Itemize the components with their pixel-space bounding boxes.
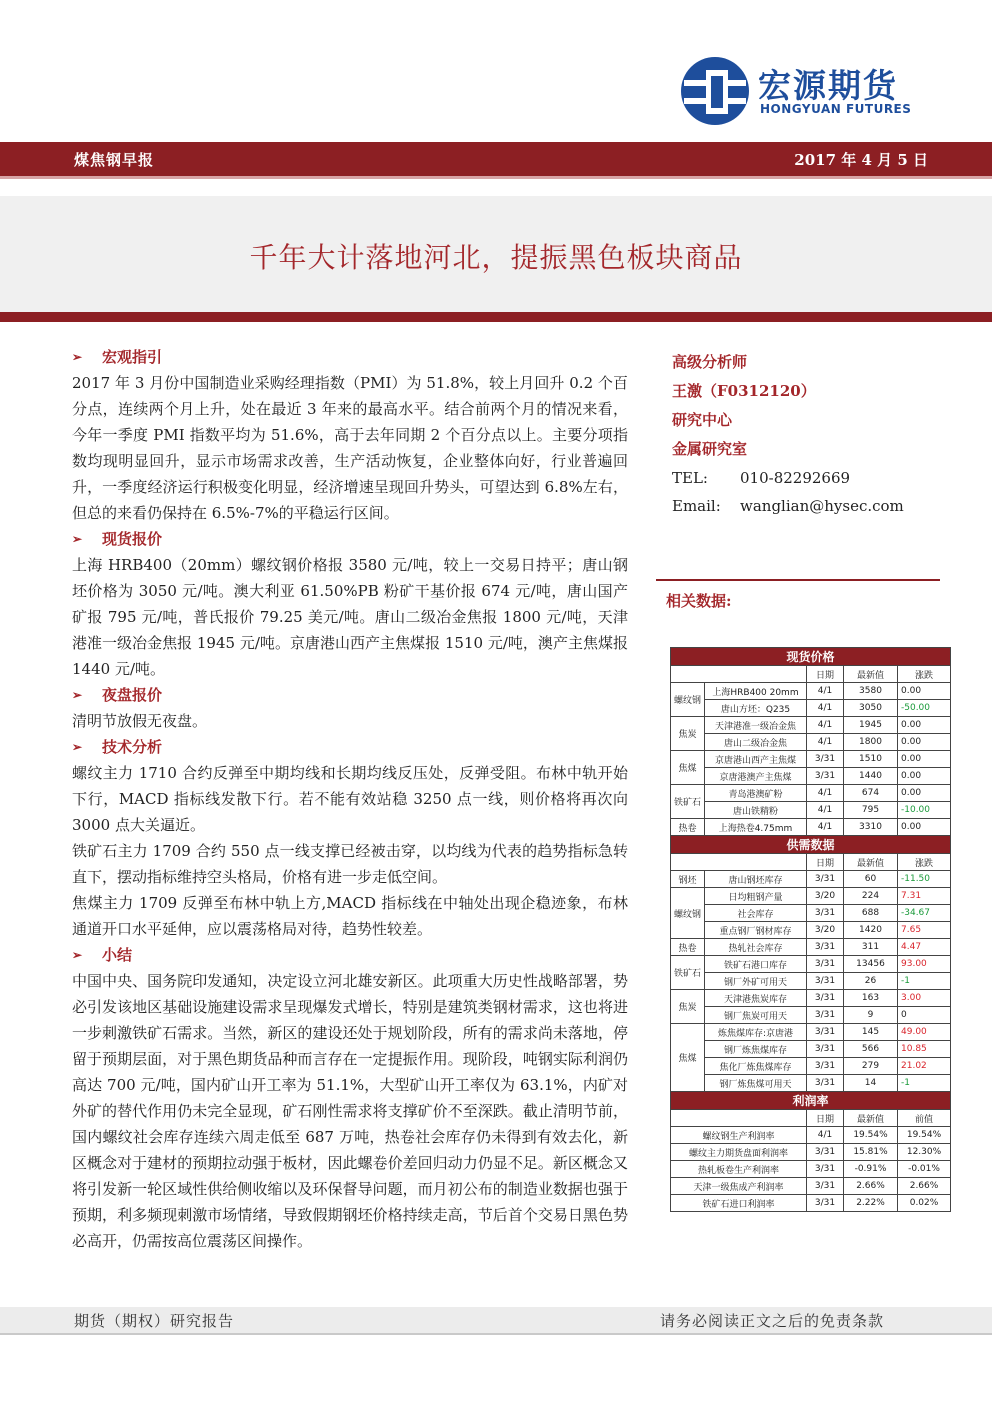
table-cell: 3/31 bbox=[807, 990, 844, 1007]
page-title: 千年大计落地河北，提振黑色板块商品 bbox=[249, 241, 743, 274]
report-date: 2017 年 4 月 5 日 bbox=[794, 151, 928, 169]
table-row bbox=[671, 751, 951, 768]
table-cell: -1 bbox=[898, 973, 951, 990]
related-data-label: 相关数据: bbox=[666, 592, 732, 610]
table-cell: -1 bbox=[898, 1075, 951, 1092]
table-cell: 1800 bbox=[844, 734, 898, 751]
table-cell: -34.67 bbox=[898, 905, 951, 922]
table-cell: 1420 bbox=[844, 922, 898, 939]
table-cell: 4/1 bbox=[807, 700, 844, 717]
table-cell: 3/31 bbox=[807, 1007, 844, 1024]
table-cell: 0.00 bbox=[898, 819, 951, 836]
table-cell: 13456 bbox=[844, 956, 898, 973]
bullet-arrow-icon: ➢ bbox=[72, 350, 83, 364]
table-cell: 4/1 bbox=[807, 802, 844, 819]
analyst-dept: 研究中心 bbox=[672, 411, 733, 429]
report-name: 煤焦钢早报 bbox=[74, 151, 155, 169]
table-cell: 14 bbox=[844, 1075, 898, 1092]
table-cell: 1510 bbox=[844, 751, 898, 768]
table-cell: 焦煤 bbox=[671, 751, 705, 785]
table-cell: 7.65 bbox=[898, 922, 951, 939]
table-cell: 0.00 bbox=[898, 734, 951, 751]
footer-divider bbox=[0, 1333, 992, 1335]
section-heading-night: ➢ 夜盘报价 bbox=[72, 682, 628, 708]
table-cell: 上海热卷4.75mm bbox=[705, 819, 807, 836]
table-cell: 铁矿石港口库存 bbox=[705, 956, 807, 973]
table-cell: 3/31 bbox=[807, 768, 844, 785]
table-cell: 螺纹钢生产利润率 bbox=[671, 1127, 807, 1144]
sidebar-divider bbox=[656, 579, 940, 581]
table-row bbox=[671, 785, 951, 802]
table-cell: 日均粗钢产量 bbox=[705, 888, 807, 905]
header-divider bbox=[0, 176, 992, 179]
table-row bbox=[671, 956, 951, 973]
table-cell: 2.66% bbox=[844, 1178, 898, 1195]
table-row bbox=[671, 888, 951, 905]
table-row bbox=[671, 1058, 951, 1075]
table-row bbox=[671, 1127, 951, 1144]
analyst-email: Email: wanglian@hysec.com bbox=[672, 497, 904, 515]
table-cell: 0.00 bbox=[898, 717, 951, 734]
table-cell: 钢坯 bbox=[671, 871, 705, 888]
section-paragraph: 中国中央、国务院印发通知，决定设立河北雄安新区。此项重大历史性战略部署，势必引发该地区基础设施建设需求呈现爆发式增长，特别是建筑类钢材需求，这也将进一步刺激铁矿石需求。当然，新区的建设还处于规划阶段，所有的需求尚未落地，停留于预期层面，对于黑色期货品种而言存在一定提振作用。现阶段，吨钢实际利润仍高达 700 元/吨，国内矿山开工率为 51.1%，大型矿山开工率仅为 63.1%，内矿对外矿的替代作用仍未完全显现，矿石刚性需求将支撑矿价不至深跌。截止清明节前，国内螺纹社会库存连续六周走低至 687 万吨，热卷社会库存仍未得到有效去化，新区概念对于建材的预期拉动强于板材，因此螺卷价差回归动力仍显不足。新区概念又将引发新一轮区域性供给侧收缩以及环保督导问题，而月初公布的制造业数据也强于预期，利多频现刺激市场情绪，导致假期钢坯价格持续走高，节后首个交易日黑色势必高开，仍需按高位震荡区间操作。 bbox=[72, 972, 628, 1250]
table-row bbox=[671, 905, 951, 922]
analyst-title: 高级分析师 bbox=[672, 353, 748, 371]
table-cell: 3310 bbox=[844, 819, 898, 836]
table-cell: 0.00 bbox=[898, 683, 951, 700]
analyst-info bbox=[672, 348, 942, 520]
table-cell: 224 bbox=[844, 888, 898, 905]
table-column-header bbox=[671, 854, 951, 871]
email-link[interactable]: wanglian@hysec.com bbox=[740, 497, 904, 515]
table-cell: 螺纹钢 bbox=[671, 888, 705, 939]
table-cell: 铁矿石 bbox=[671, 785, 705, 819]
table-row bbox=[671, 939, 951, 956]
table-cell: 688 bbox=[844, 905, 898, 922]
table-cell: 3/20 bbox=[807, 888, 844, 905]
table-cell: 炼焦煤库存:京唐港 bbox=[705, 1024, 807, 1041]
table-cell: 4/1 bbox=[807, 819, 844, 836]
table-cell: 重点钢厂钢材库存 bbox=[705, 922, 807, 939]
analyst-tel: TEL: 010-82292669 bbox=[672, 469, 851, 487]
table-cell: 供需数据 bbox=[671, 836, 951, 854]
analyst-subdept: 金属研究室 bbox=[672, 440, 748, 458]
table-cell bbox=[671, 854, 807, 871]
table-section-header bbox=[671, 1092, 951, 1110]
table-cell: 4.47 bbox=[898, 939, 951, 956]
table-cell: 焦炭 bbox=[671, 990, 705, 1024]
table-row bbox=[671, 922, 951, 939]
section-heading-macro: ➢ 宏观指引 bbox=[72, 344, 628, 370]
section-paragraph: 清明节放假无夜盘。 bbox=[72, 712, 208, 730]
table-cell: 日期 bbox=[807, 1110, 844, 1127]
table-cell: 163 bbox=[844, 990, 898, 1007]
brand-name-cn: 宏源期货 bbox=[758, 66, 898, 105]
analyst-name: 王激（F0312120） bbox=[672, 382, 816, 400]
table-row bbox=[671, 1178, 951, 1195]
table-cell: 最新值 bbox=[844, 666, 898, 683]
table-cell: 795 bbox=[844, 802, 898, 819]
table-cell: 0.02% bbox=[898, 1195, 951, 1212]
hongyuan-logo-icon bbox=[680, 56, 750, 126]
table-row bbox=[671, 1161, 951, 1178]
table-cell: 热轧板卷生产利润率 bbox=[671, 1161, 807, 1178]
table-cell: 19.54% bbox=[844, 1127, 898, 1144]
table-cell: 天津一级焦成产利润率 bbox=[671, 1178, 807, 1195]
table-cell: 最新值 bbox=[844, 1110, 898, 1127]
section-paragraph: 螺纹主力 1710 合约反弹至中期均线和长期均线反压处，反弹受阻。布林中轨开始下行，MACD 指标线发散下行。若不能有效站稳 3250 点一线，则价格将再次向 3000 点大关逼近。 bbox=[72, 764, 628, 834]
table-cell: 京唐港山西产主焦煤 bbox=[705, 751, 807, 768]
table-cell: 93.00 bbox=[898, 956, 951, 973]
table-cell: 热卷 bbox=[671, 939, 705, 956]
table-cell: 3/31 bbox=[807, 905, 844, 922]
table-cell: 螺纹主力期货盘面利润率 bbox=[671, 1144, 807, 1161]
table-cell: 铁矿石 bbox=[671, 956, 705, 990]
table-section-header bbox=[671, 836, 951, 854]
table-cell: 3050 bbox=[844, 700, 898, 717]
title-divider bbox=[0, 312, 992, 322]
table-cell: 唐山二级冶金焦 bbox=[705, 734, 807, 751]
table-cell: 热轧社会库存 bbox=[705, 939, 807, 956]
table-cell: 3580 bbox=[844, 683, 898, 700]
table-cell: 京唐港澳产主焦煤 bbox=[705, 768, 807, 785]
table-cell: 3/31 bbox=[807, 956, 844, 973]
section-heading-technical: ➢ 技术分析 bbox=[72, 734, 628, 760]
table-cell: 1945 bbox=[844, 717, 898, 734]
table-cell: 3/31 bbox=[807, 871, 844, 888]
brand-name-en: HONGYUAN FUTURES bbox=[760, 102, 912, 116]
table-row bbox=[671, 700, 951, 717]
table-cell: 9 bbox=[844, 1007, 898, 1024]
table-cell: 钢厂焦炭可用天 bbox=[705, 1007, 807, 1024]
table-row bbox=[671, 768, 951, 785]
table-cell: 145 bbox=[844, 1024, 898, 1041]
table-cell: 15.81% bbox=[844, 1144, 898, 1161]
table-cell: 1440 bbox=[844, 768, 898, 785]
table-cell: 4/1 bbox=[807, 785, 844, 802]
table-row bbox=[671, 1075, 951, 1092]
table-cell: 0.00 bbox=[898, 785, 951, 802]
page-footer bbox=[0, 1307, 992, 1333]
table-cell: 上海HRB400 20mm bbox=[705, 683, 807, 700]
table-cell: 焦化厂炼焦煤库存 bbox=[705, 1058, 807, 1075]
table-cell: 674 bbox=[844, 785, 898, 802]
table-cell: 3/31 bbox=[807, 751, 844, 768]
table-cell: 311 bbox=[844, 939, 898, 956]
table-row bbox=[671, 1024, 951, 1041]
table-cell: 日期 bbox=[807, 666, 844, 683]
footer-report-type: 期货（期权）研究报告 bbox=[74, 1312, 235, 1330]
table-cell: 钢厂炼焦煤库存 bbox=[705, 1041, 807, 1058]
table-row bbox=[671, 990, 951, 1007]
table-row bbox=[671, 683, 951, 700]
table-row bbox=[671, 734, 951, 751]
bullet-arrow-icon: ➢ bbox=[72, 532, 83, 546]
section-paragraph: 2017 年 3 月份中国制造业采购经理指数（PMI）为 51.8%，较上月回升 0.2 个百分点，连续两个月上升，处在最近 3 年来的最高水平。结合前两个月的情况来看，今年一季度 PMI 指数平均为 51.6%，高于去年同期 2 个百分点以上。主要分项指数均现明显回升，显示市场需求改善，生产活动恢复，企业整体向好，行业普遍回升，一季度经济运行积极变化明显，经济增速呈现回升势头，可望达到 6.8%左右，但总的来看仍保持在 6.5%-7%的平稳运行区间。 bbox=[72, 374, 628, 522]
table-cell: 社会库存 bbox=[705, 905, 807, 922]
table-cell: 19.54% bbox=[898, 1127, 951, 1144]
section-heading-summary: ➢ 小结 bbox=[72, 942, 628, 968]
table-cell: 3/31 bbox=[807, 1041, 844, 1058]
table-cell: 利润率 bbox=[671, 1092, 951, 1110]
table-cell bbox=[671, 1110, 807, 1127]
table-cell: 2.22% bbox=[844, 1195, 898, 1212]
table-cell: 钢厂外矿可用天 bbox=[705, 973, 807, 990]
table-cell bbox=[671, 666, 807, 683]
bullet-arrow-icon: ➢ bbox=[72, 688, 83, 702]
bullet-arrow-icon: ➢ bbox=[72, 740, 83, 754]
table-cell: 现货价格 bbox=[671, 648, 951, 666]
footer-disclaimer: 请务必阅读正文之后的免责条款 bbox=[659, 1312, 884, 1330]
table-cell: 3/31 bbox=[807, 1024, 844, 1041]
table-cell: 涨跌 bbox=[898, 854, 951, 871]
table-cell: 3.00 bbox=[898, 990, 951, 1007]
table-cell: 焦炭 bbox=[671, 717, 705, 751]
table-cell: 青岛港澳矿粉 bbox=[705, 785, 807, 802]
table-cell: 3/31 bbox=[807, 939, 844, 956]
table-row bbox=[671, 871, 951, 888]
table-cell: -50.00 bbox=[898, 700, 951, 717]
table-cell: 唐山钢坯库存 bbox=[705, 871, 807, 888]
table-cell: 铁矿石进口利润率 bbox=[671, 1195, 807, 1212]
table-row bbox=[671, 802, 951, 819]
table-cell: 566 bbox=[844, 1041, 898, 1058]
bullet-arrow-icon: ➢ bbox=[72, 948, 83, 962]
table-column-header bbox=[671, 1110, 951, 1127]
table-cell: 3/31 bbox=[807, 1161, 844, 1178]
table-cell: 3/31 bbox=[807, 1178, 844, 1195]
table-cell: 3/31 bbox=[807, 1058, 844, 1075]
section-heading-spot: ➢ 现货报价 bbox=[72, 526, 628, 552]
table-cell: 涨跌 bbox=[898, 666, 951, 683]
table-cell: 前值 bbox=[898, 1110, 951, 1127]
table-cell: 4/1 bbox=[807, 734, 844, 751]
table-cell: -10.00 bbox=[898, 802, 951, 819]
section-paragraph: 上海 HRB400（20mm）螺纹钢价格报 3580 元/吨，较上一交易日持平；唐山钢坯价格为 3050 元/吨。澳大利亚 61.50%PB 粉矿干基价报 674 元/吨，唐山国产矿报 795 元/吨，普氏报价 79.25 美元/吨。唐山二级冶金焦报 1800 元/吨，天津港准一级冶金焦报 1945 元/吨。京唐港山西产主焦煤报 1510 元/吨，澳产主焦煤报 1440 元/吨。 bbox=[72, 556, 628, 678]
main-content bbox=[72, 344, 628, 1254]
table-cell: 日期 bbox=[807, 854, 844, 871]
table-cell: 4/1 bbox=[807, 683, 844, 700]
section-paragraph: 铁矿石主力 1709 合约 550 点一线支撑已经被击穿，以均线为代表的趋势指标急转直下，摆动指标维持空头格局，价格有进一步走低空间。 bbox=[72, 842, 628, 886]
table-row bbox=[671, 1144, 951, 1161]
header-bar bbox=[0, 142, 992, 176]
table-cell: 天津港焦炭库存 bbox=[705, 990, 807, 1007]
table-row bbox=[671, 1041, 951, 1058]
table-cell: 0 bbox=[898, 1007, 951, 1024]
table-cell: 焦煤 bbox=[671, 1024, 705, 1092]
table-cell: 最新值 bbox=[844, 854, 898, 871]
table-row bbox=[671, 717, 951, 734]
table-cell: 0.00 bbox=[898, 768, 951, 785]
table-cell: 3/31 bbox=[807, 1075, 844, 1092]
table-cell: 唐山方坯：Q235 bbox=[705, 700, 807, 717]
table-section-header bbox=[671, 648, 951, 666]
table-cell: 2.66% bbox=[898, 1178, 951, 1195]
table-row bbox=[671, 1195, 951, 1212]
table-column-header bbox=[671, 666, 951, 683]
table-cell: 3/31 bbox=[807, 973, 844, 990]
table-row bbox=[671, 819, 951, 836]
table-cell: 3/31 bbox=[807, 1144, 844, 1161]
table-cell: 279 bbox=[844, 1058, 898, 1075]
table-cell: 天津港准一级冶金焦 bbox=[705, 717, 807, 734]
table-row bbox=[671, 1007, 951, 1024]
table-row bbox=[671, 973, 951, 990]
table-cell: 26 bbox=[844, 973, 898, 990]
table-cell: 3/20 bbox=[807, 922, 844, 939]
table-cell: -0.01% bbox=[898, 1161, 951, 1178]
table-cell: 10.85 bbox=[898, 1041, 951, 1058]
table-cell: 49.00 bbox=[898, 1024, 951, 1041]
table-cell: 唐山铁精粉 bbox=[705, 802, 807, 819]
table-cell: 螺纹钢 bbox=[671, 683, 705, 717]
table-cell: 12.30% bbox=[898, 1144, 951, 1161]
table-cell: -0.91% bbox=[844, 1161, 898, 1178]
company-logo bbox=[676, 52, 926, 132]
table-cell: 4/1 bbox=[807, 1127, 844, 1144]
market-data-table bbox=[670, 647, 951, 1212]
table-cell: 钢厂炼焦煤可用天 bbox=[705, 1075, 807, 1092]
table-cell: 0.00 bbox=[898, 751, 951, 768]
table-cell: -11.50 bbox=[898, 871, 951, 888]
table-cell: 热卷 bbox=[671, 819, 705, 836]
table-cell: 3/31 bbox=[807, 1195, 844, 1212]
section-paragraph: 焦煤主力 1709 反弹至布林中轨上方,MACD 指标线在中轴处出现企稳迹象，布林通道开口水平延伸，应以震荡格局对待，趋势性较差。 bbox=[72, 894, 628, 938]
table-cell: 21.02 bbox=[898, 1058, 951, 1075]
table-cell: 4/1 bbox=[807, 717, 844, 734]
table-cell: 60 bbox=[844, 871, 898, 888]
table-cell: 7.31 bbox=[898, 888, 951, 905]
